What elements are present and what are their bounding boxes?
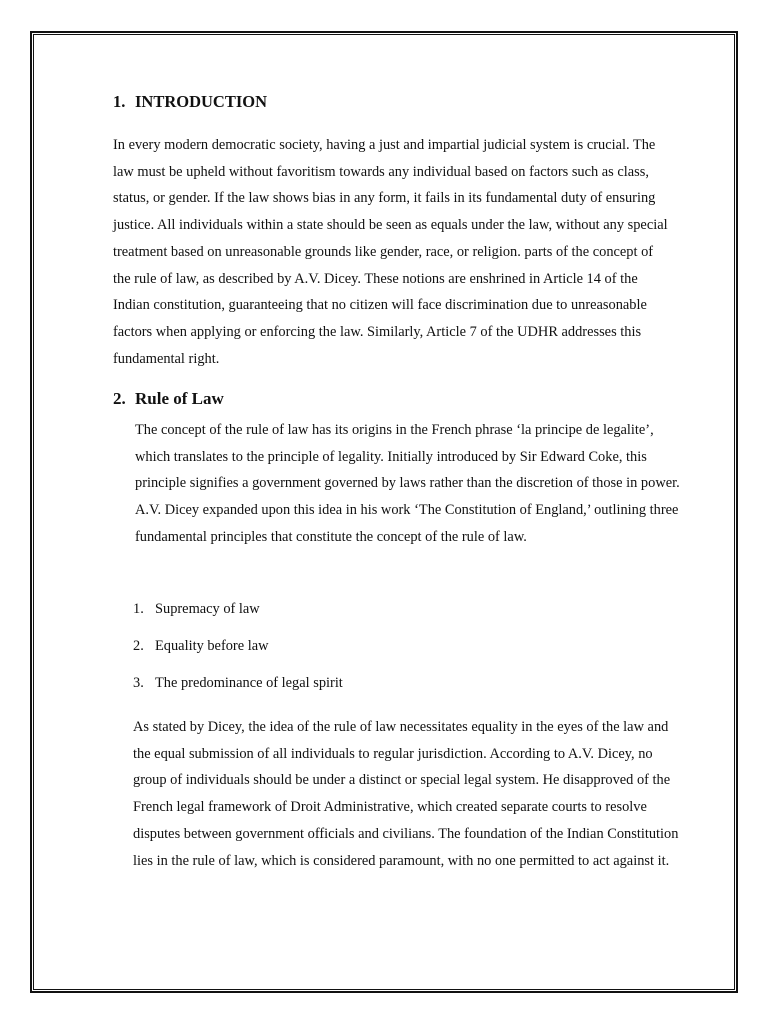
section-1-title: INTRODUCTION (135, 92, 268, 111)
section-2-heading (113, 389, 224, 409)
section-2-title: Rule of Law (135, 389, 224, 408)
list-item-text: Supremacy of law (155, 601, 260, 617)
list-item-text: Equality before law (155, 638, 269, 654)
list-item (133, 597, 343, 634)
list-item (133, 671, 343, 708)
section-1-number: 1. (113, 92, 126, 111)
list-item-number: 2. (133, 638, 144, 654)
principles-list (133, 597, 343, 708)
section-1-heading (113, 92, 267, 112)
list-item (133, 634, 343, 671)
list-item-text: The predominance of legal spirit (155, 675, 343, 691)
dicey-paragraph: As stated by Dicey, the idea of the rule of law necessitates equality in the eyes of the law and the equal submission of all individuals to regular jurisdiction. According to A.V. Dicey, no group of individuals should be under a distinct or special legal system. He disapproved of the French legal framework of Droit Administrative, which created separate courts to resolve disputes between government officials and civilians. The foundation of the Indian Constitution lies in the rule of law, which is considered paramount, with no one permitted to act against it. (133, 719, 679, 869)
list-item-number: 3. (133, 675, 144, 691)
list-item-number: 1. (133, 601, 144, 617)
rule-of-law-paragraph: The concept of the rule of law has its origins in the French phrase ‘la principe de legalite’, which translates to the principle of legality. Initially introduced by Sir Edward Coke, this principle signifies a government governed by laws rather than the discretion of those in power. A.V. Dicey expanded upon this idea in his work ‘The Constitution of England,’ outlining three fundamental principles that constitute the concept of the rule of law. (135, 422, 680, 545)
section-2-number: 2. (113, 389, 126, 408)
introduction-paragraph: In every modern democratic society, having a just and impartial judicial system is crucial. The law must be upheld without favoritism towards any individual based on factors such as class, status, or gender. If the law shows bias in any form, it fails in its fundamental duty of ensuring justice. All individuals within a state should be seen as equals under the law, without any special treatment based on unreasonable grounds like gender, race, or religion. parts of the concept of the rule of law, as described by A.V. Dicey. These notions are enshrined in Article 14 of the Indian constitution, guaranteeing that no citizen will face discrimination due to unreasonable factors when applying or enforcing the law. Similarly, Article 7 of the UDHR addresses this fundamental right. (113, 137, 668, 367)
